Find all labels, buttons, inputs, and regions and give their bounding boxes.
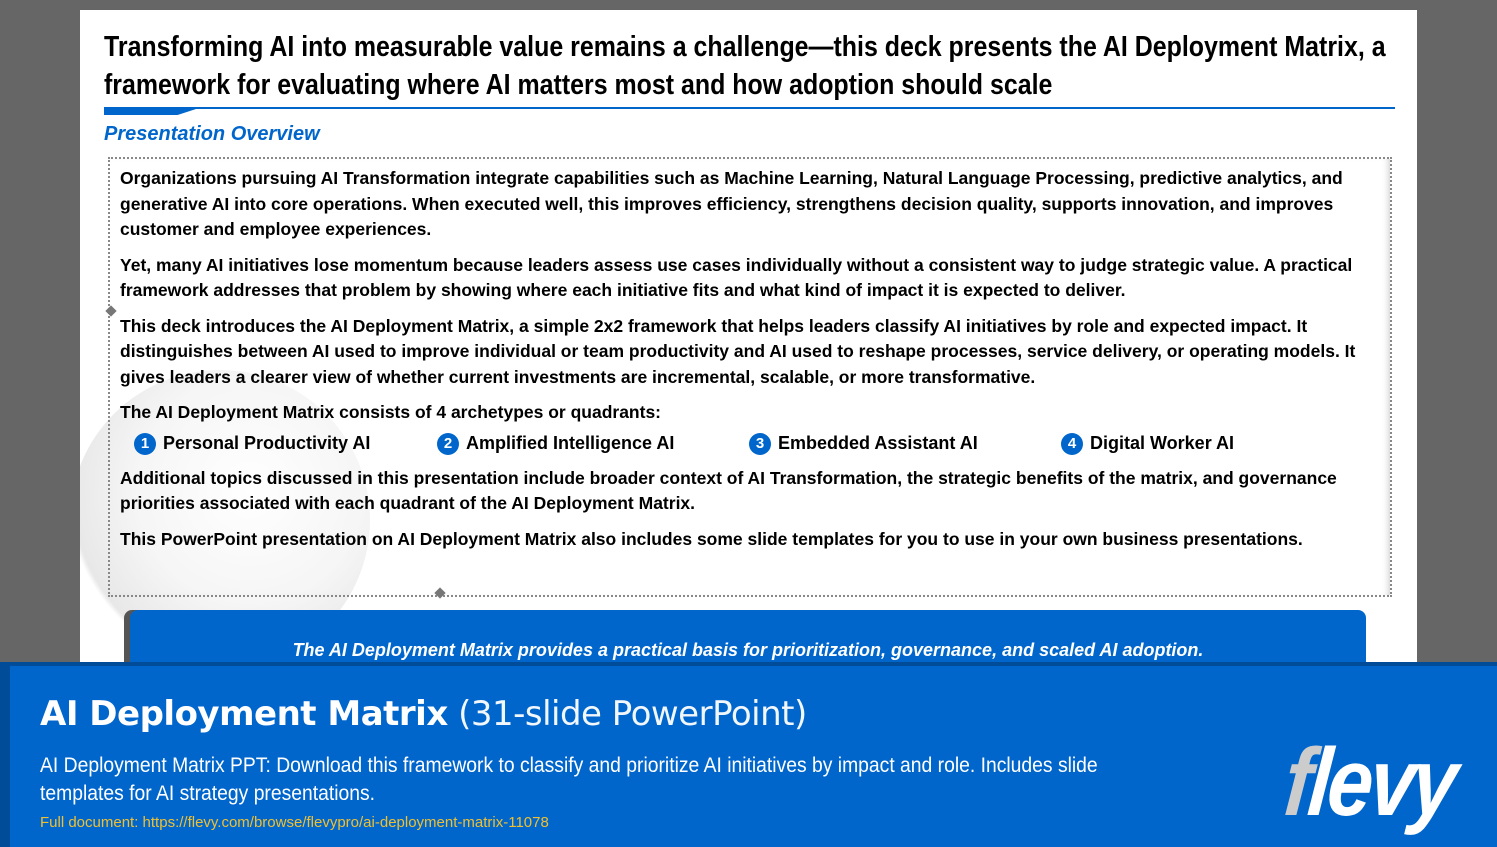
document-title-subtitle: (31-slide PowerPoint) xyxy=(447,694,807,734)
document-description: AI Deployment Matrix PPT: Download this framework to classify and prioritize AI initiatives by impact and role. Includes slide templates for AI strategy presentations. xyxy=(40,754,1098,805)
slide-title: Transforming AI into measurable value remains a challenge—this deck presents the AI Deployment Matrix, a framework for evaluating where AI matters most and how adoption should scale xyxy=(104,31,1386,101)
quadrant-item xyxy=(437,431,749,457)
paragraph: The AI Deployment Matrix consists of 4 archetypes or quadrants: xyxy=(120,402,662,422)
logo-f: f xyxy=(1280,729,1314,836)
overview-content xyxy=(120,166,1390,562)
paragraph: Additional topics discussed in this presentation include broader context of AI Transformation, the strategic benefits of the matrix, and governance priorities associated with each quadrant of the AI Deployment Matrix. xyxy=(120,467,1337,513)
quadrant-list xyxy=(134,432,1390,456)
callout-text: The AI Deployment Matrix provides a practical basis for prioritization, governance, and scaled AI adoption. xyxy=(292,640,1204,660)
paragraph: This PowerPoint presentation on AI Deployment Matrix also includes some slide templates for you to use in your own business presentations. xyxy=(120,528,1303,549)
paragraph: This deck introduces the AI Deployment Matrix, a simple 2x2 framework that helps leaders classify AI initiatives by role and expected impact. It distinguishes between AI used to improve individual or team productivity and AI used to reshape processes, service delivery, or operating models. It gives leaders a clearer view of whether current investments are incremental, scalable, or more transformative. xyxy=(120,315,1356,387)
document-title xyxy=(40,694,807,734)
quadrant-label: Digital Worker AI xyxy=(1090,432,1235,453)
paragraph: Yet, many AI initiatives lose momentum because leaders assess use cases individually without a consistent way to judge strategic value. A practical framework addresses that problem by showing where each initiative fits and what kind of impact it is expected to deliver. xyxy=(120,254,1353,300)
logo-rest: levy xyxy=(1304,729,1459,836)
quadrant-label: Personal Productivity AI xyxy=(163,432,371,453)
title-divider xyxy=(104,107,1395,109)
footer-banner xyxy=(0,662,1497,847)
document-title-bold: AI Deployment Matrix xyxy=(40,694,448,734)
number-badge-icon: 3 xyxy=(749,433,771,455)
flevy-logo[interactable] xyxy=(1280,728,1459,838)
number-badge-icon: 1 xyxy=(134,433,156,455)
quadrant-item xyxy=(1061,431,1234,457)
section-title: Presentation Overview xyxy=(104,123,320,145)
footer-edge xyxy=(0,666,10,847)
quadrant-label: Amplified Intelligence AI xyxy=(466,432,675,453)
quadrant-label: Embedded Assistant AI xyxy=(778,432,978,453)
slide xyxy=(80,10,1417,670)
number-badge-icon: 2 xyxy=(437,433,459,455)
quadrant-item xyxy=(134,431,437,457)
paragraph: Organizations pursuing AI Transformation integrate capabilities such as Machine Learning, Natural Language Processing, predictive analytics, and generative AI into core operations. When executed well, this improves efficiency, strengthens decision quality, supports innovation, and improves customer and employee experiences. xyxy=(120,168,1343,239)
quadrant-item xyxy=(749,431,1061,457)
title-divider-accent xyxy=(104,109,196,115)
document-link[interactable]: Full document: https://flevy.com/browse/flevypro/ai-deployment-matrix-11078 xyxy=(40,814,549,831)
callout-banner xyxy=(130,610,1366,670)
number-badge-icon: 4 xyxy=(1061,433,1083,455)
